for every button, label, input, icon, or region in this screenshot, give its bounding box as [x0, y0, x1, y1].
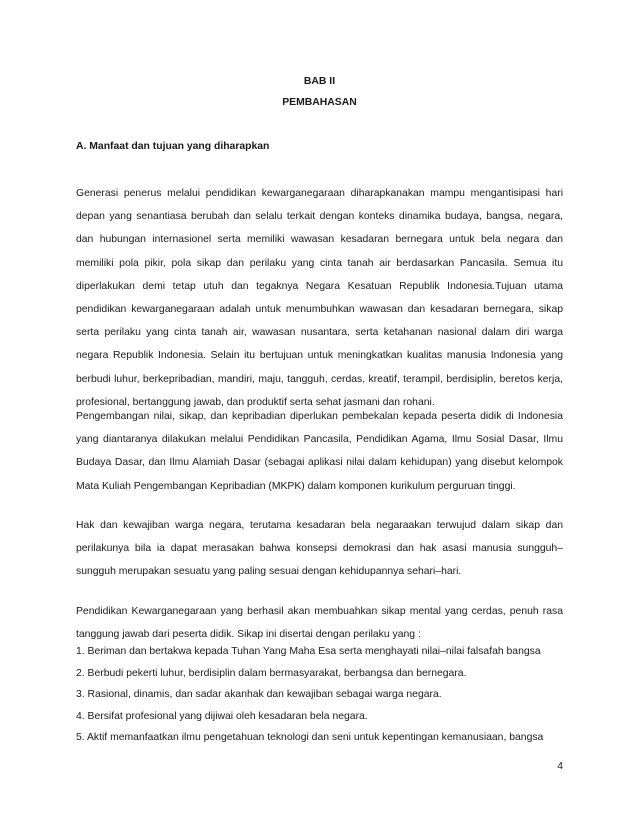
behavior-list: [76, 641, 563, 749]
section-heading: A. Manfaat dan tujuan yang diharapkan: [76, 141, 270, 152]
paragraph-4: Pendidikan Kewarganegaraan yang berhasil akan membuahkan sikap mental yang cerdas, penuh rasa tanggung jawab dari peserta didik. Sikap ini disertai dengan perilaku yang :: [76, 606, 563, 641]
list-item: 4. Bersifat profesional yang dijiwai oleh kesadaran bela negara.: [76, 710, 368, 722]
chapter-subtitle: PEMBAHASAN: [282, 97, 357, 108]
list-item: 5. Aktif memanfaatkan ilmu pengetahuan teknologi dan seni untuk kepentingan kemanusiaan, bangsa: [76, 732, 544, 744]
list-item: 1. Beriman dan bertakwa kepada Tuhan Yang Maha Esa serta menghayati nilai–nilai falsafah bangsa: [76, 646, 541, 657]
list-item: 2. Berbudi pekerti luhur, berdisiplin dalam bermasyarakat, berbangsa dan bernegara.: [76, 667, 467, 679]
page-number: 4: [557, 761, 563, 772]
list-item: 3. Rasional, dinamis, dan sadar akanhak dan kewajiban sebagai warga negara.: [76, 689, 442, 701]
paragraph-1: Generasi penerus melalui pendidikan kewarganegaraan diharapkanakan mampu mengantisipasi hari depan yang senantiasa berubah dan selalu terkait dengan konteks dinamika budaya, bangsa, negara, dan hubungan internasionel serta memiliki wawasan kesadaran bernegara untuk bela negara dan memiliki pola pikir, pola sikap dan perilaku yang cinta tanah air berdasarkan Pancasila. Semua itu diperlakukan demi tetap utuh dan tegaknya Negara Kesatuan Republik Indonesia.Tujuan utama pendidikan kewarganegaraan adalah untuk menumbuhkan wawasan dan kesadaran bernegara, sikap serta perilaku yang cinta tanah air, wawasan nusantara, serta ketahanan nasional dalam diri warga negara Republik Indonesia. Selain itu bertujuan untuk meningkatkan kualitas manusia Indonesia yang berbudi luhur, berkepribadian, mandiri, maju, tangguh, cerdas, kreatif, terampil, berdisiplin, beretos kerja, profesional, bertanggung jawab, dan produktif serta sehat jasmani dan rohani.: [76, 188, 563, 408]
paragraph-3: Hak dan kewajiban warga negara, terutama kesadaran bela negaraakan terwujud dalam sikap dan perilakunya bila ia dapat merasakan bahwa konsepsi demokrasi dan hak asasi manusia sungguh–sungguh merupakan sesuatu yang paling sesuai dengan kehidupannya sehari–hari.: [76, 520, 563, 578]
chapter-title: BAB II: [303, 76, 336, 87]
paragraph-2: Pengembangan nilai, sikap, dan kepribadian diperlukan pembekalan kepada peserta didik di Indonesia yang diantaranya dilakukan melalui Pendidikan Pancasila, Pendidikan Agama, Ilmu Sosial Dasar, Ilmu Budaya Dasar, dan Ilmu Alamiah Dasar (sebagai aplikasi nilai dalam kehidupan) yang disebut kelompok Mata Kuliah Pengembangan Kepribadian (MKPK) dalam komponen kurikulum perguruan tinggi.: [76, 411, 563, 492]
